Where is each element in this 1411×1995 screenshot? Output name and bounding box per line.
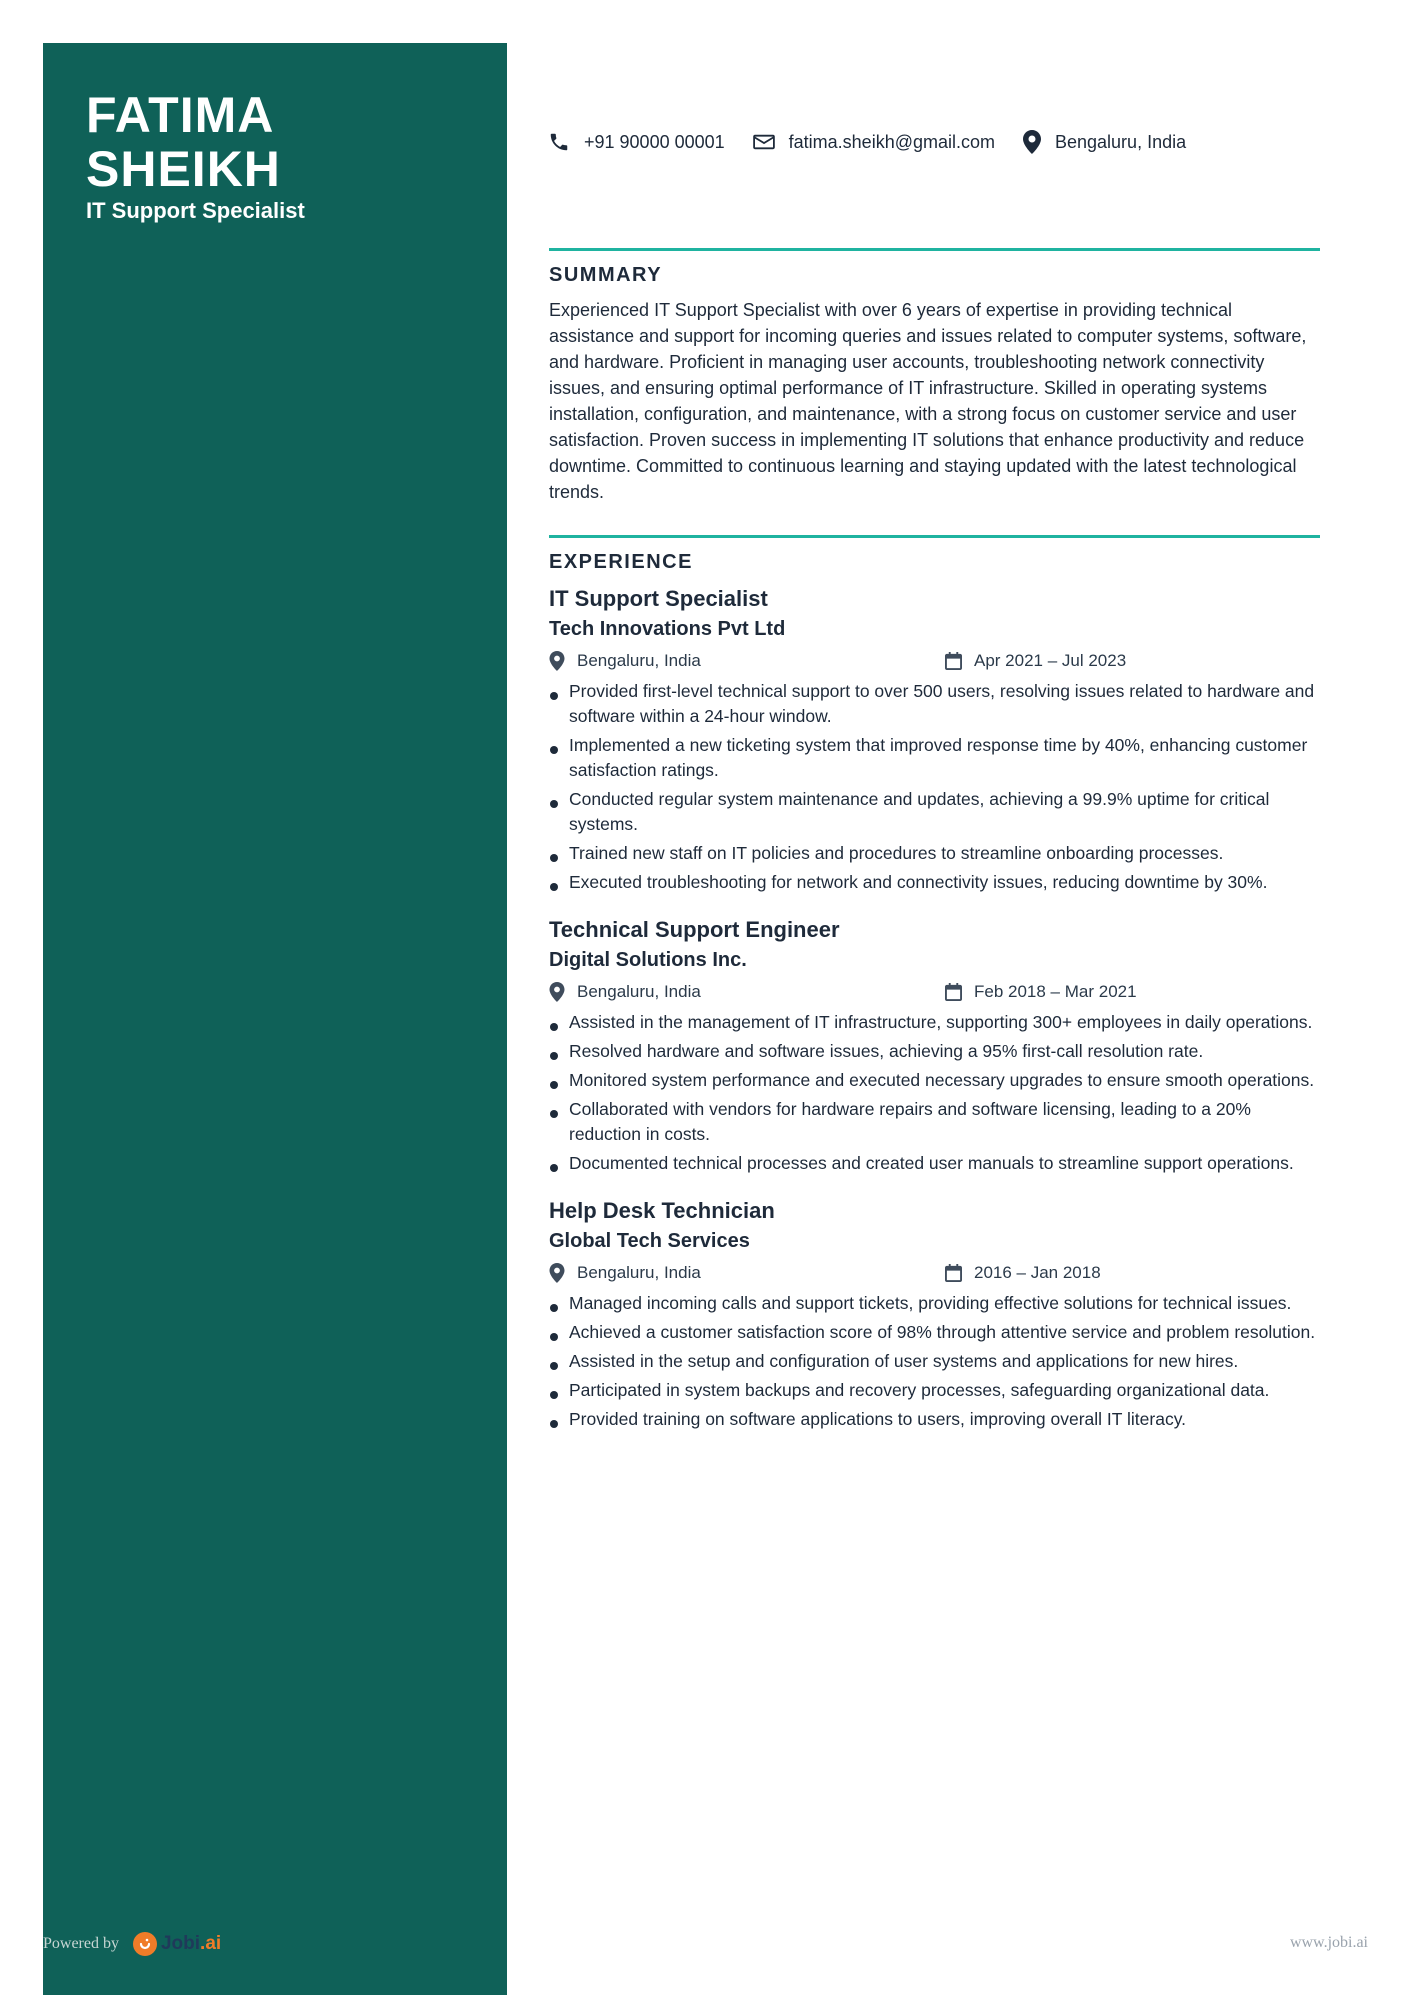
bullet-item: Provided first-level technical support to over 500 users, resolving issues related to hardware and software within a 24-hour window.: [549, 679, 1320, 729]
calendar-icon: [945, 1264, 962, 1282]
location-pin-icon: [549, 1263, 565, 1283]
bullet-item: Collaborated with vendors for hardware repairs and software licensing, leading to a 20% reduction in costs.: [549, 1097, 1320, 1147]
powered-by-text: Powered by: [43, 1935, 119, 1952]
job-bullets: [549, 679, 1320, 895]
job-bullets: [549, 1291, 1320, 1432]
bullet-item: Trained new staff on IT policies and procedures to streamline onboarding processes.: [549, 841, 1320, 866]
job-meta: [549, 982, 1320, 1002]
summary-heading: SUMMARY: [549, 264, 663, 286]
job-location-text: Bengaluru, India: [577, 651, 701, 670]
summary-text: Experienced IT Support Specialist with over 6 years of expertise in providing technical assistance and support for incoming queries and issues related to computer systems, software, and hardware. Proficient in managing user accounts, troubleshooting network connectivity issues, and ensuring optimal performance of IT infrastructure. Skilled in operating systems installation, configuration, and maintenance, with a strong focus on customer service and user satisfaction. Proven success in implementing IT solutions that enhance productivity and reduce downtime. Committed to continuous learning and staying updated with the latest technological trends.: [549, 300, 1307, 502]
bullet-item: Managed incoming calls and support tickets, providing effective solutions for technical issues.: [549, 1291, 1320, 1316]
contact-phone[interactable]: [548, 131, 725, 153]
bullet-item: Participated in system backups and recovery processes, safeguarding organizational data.: [549, 1378, 1320, 1403]
bullet-item: Assisted in the management of IT infrastructure, supporting 300+ employees in daily operations.: [549, 1010, 1320, 1035]
jobi-logo-text: Jobi.ai: [160, 1933, 222, 1954]
job-meta: [549, 651, 1320, 671]
summary-section: [549, 248, 1320, 505]
contact-email[interactable]: [753, 132, 995, 153]
bullet-item: Provided training on software applications to users, improving overall IT literacy.: [549, 1407, 1320, 1432]
calendar-icon: [945, 652, 962, 670]
last-name: SHEIKH: [86, 141, 281, 197]
job-entry: [549, 915, 1320, 1176]
footer-url-link[interactable]: www.jobi.ai: [1289, 1934, 1368, 1951]
experience-section: [549, 535, 1320, 1432]
job-location-text: Bengaluru, India: [577, 982, 701, 1001]
job-location: [549, 651, 945, 671]
experience-heading: EXPERIENCE: [549, 551, 693, 573]
job-entry: [549, 584, 1320, 895]
calendar-icon: [945, 983, 962, 1001]
job-meta: [549, 1263, 1320, 1283]
bullet-item: Monitored system performance and executed necessary upgrades to ensure smooth operations.: [549, 1068, 1320, 1093]
location-pin-icon: [1023, 130, 1041, 154]
job-entry: [549, 1196, 1320, 1432]
job-dates: [945, 982, 1137, 1002]
job-title: Technical Support Engineer: [549, 917, 840, 942]
contact-location: [1023, 130, 1186, 154]
bullet-item: Achieved a customer satisfaction score of 98% through attentive service and problem resolution.: [549, 1320, 1320, 1345]
candidate-role: IT Support Specialist: [86, 198, 305, 223]
email-icon: [753, 133, 775, 151]
sidebar: [43, 43, 507, 1995]
section-divider: [549, 535, 1320, 538]
job-dates-text: 2016 – Jan 2018: [974, 1263, 1101, 1282]
bullet-item: Resolved hardware and software issues, achieving a 95% first-call resolution rate.: [549, 1039, 1320, 1064]
job-location: [549, 982, 945, 1002]
job-dates-text: Apr 2021 – Jul 2023: [974, 651, 1127, 670]
company-name: Digital Solutions Inc.: [549, 949, 747, 971]
job-dates-text: Feb 2018 – Mar 2021: [974, 982, 1137, 1001]
bullet-item: Executed troubleshooting for network and connectivity issues, reducing downtime by 30%.: [549, 870, 1320, 895]
jobi-logo-icon: [133, 1932, 157, 1956]
company-name: Tech Innovations Pvt Ltd: [549, 618, 786, 640]
bullet-item: Documented technical processes and created user manuals to streamline support operations.: [549, 1151, 1320, 1176]
powered-by-footer[interactable]: [43, 1932, 221, 1956]
job-dates: [945, 651, 1126, 671]
phone-icon: [548, 131, 570, 153]
location-text: Bengaluru, India: [1055, 131, 1187, 152]
candidate-name: [86, 88, 281, 196]
job-location-text: Bengaluru, India: [577, 1263, 701, 1282]
job-bullets: [549, 1010, 1320, 1176]
job-title: IT Support Specialist: [549, 586, 768, 611]
location-pin-icon: [549, 651, 565, 671]
bullet-item: Implemented a new ticketing system that improved response time by 40%, enhancing customer satisfaction ratings.: [549, 733, 1320, 783]
job-title: Help Desk Technician: [549, 1198, 775, 1223]
bullet-item: Assisted in the setup and configuration of user systems and applications for new hires.: [549, 1349, 1320, 1374]
job-dates: [945, 1263, 1101, 1283]
phone-text: +91 90000 00001: [584, 131, 725, 152]
section-divider: [549, 248, 1320, 251]
contact-bar: [548, 130, 1214, 154]
first-name: FATIMA: [86, 87, 275, 143]
company-name: Global Tech Services: [549, 1230, 750, 1252]
location-pin-icon: [549, 982, 565, 1002]
job-location: [549, 1263, 945, 1283]
bullet-item: Conducted regular system maintenance and updates, achieving a 99.9% uptime for critical systems.: [549, 787, 1320, 837]
email-text: fatima.sheikh@gmail.com: [788, 131, 995, 152]
main-content: [549, 248, 1320, 1452]
